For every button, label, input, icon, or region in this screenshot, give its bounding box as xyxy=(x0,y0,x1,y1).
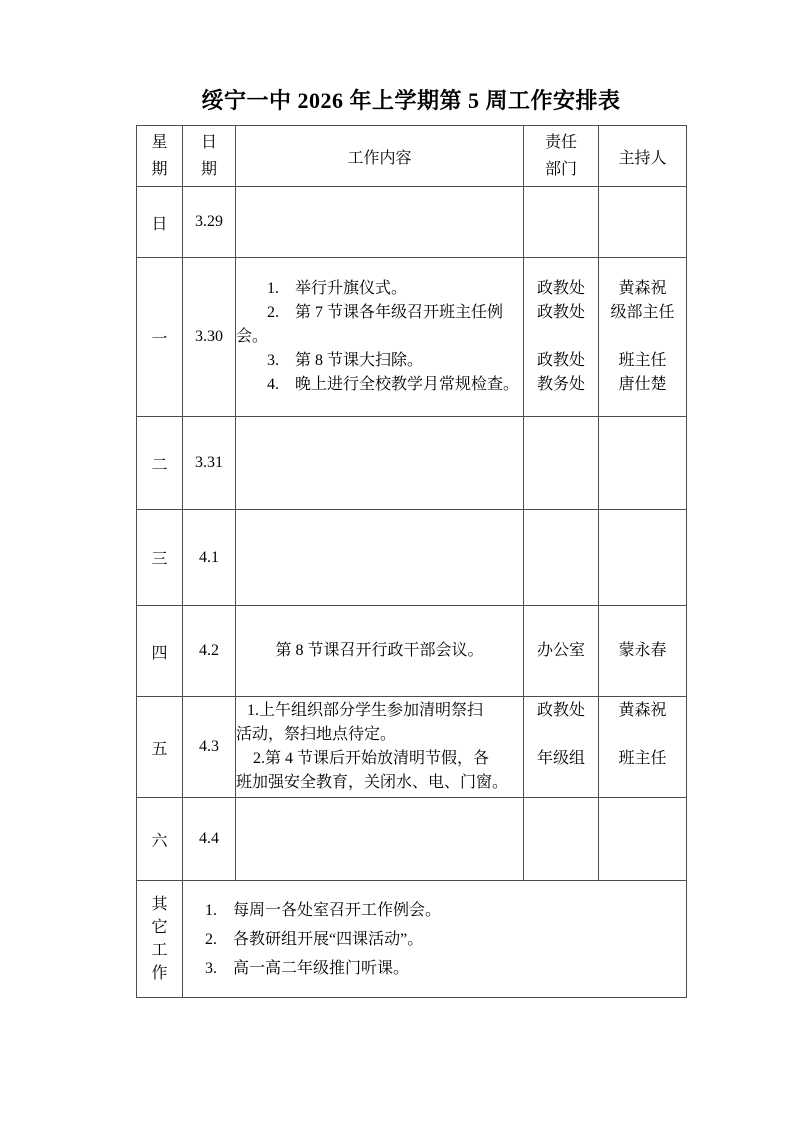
table-row-other-work xyxy=(137,881,687,998)
other-work-item: 1. 每周一各处室召开工作例会。 xyxy=(205,901,442,919)
header-host: 主持人 xyxy=(599,126,687,187)
content-line: 4. 晚上进行全校教学月常规检查。 xyxy=(267,376,520,393)
host-cell xyxy=(599,606,687,697)
header-day xyxy=(137,126,183,187)
day-cell: 四 xyxy=(137,606,183,697)
host-cell xyxy=(599,798,687,881)
day-cell: 一 xyxy=(137,258,183,417)
content-cell xyxy=(236,510,524,606)
content-cell xyxy=(236,697,524,798)
content-cell xyxy=(236,187,524,258)
date-cell: 4.3 xyxy=(183,697,236,798)
schedule-table xyxy=(136,125,687,998)
department-line: 办公室 xyxy=(536,642,585,659)
table-row-friday xyxy=(137,697,687,798)
department-cell xyxy=(524,258,599,417)
department-cell xyxy=(524,697,599,798)
other-work-item: 2. 各教研组开展“四课活动”。 xyxy=(205,930,424,948)
header-date-label: 日期 xyxy=(200,134,217,178)
host-cell xyxy=(599,417,687,510)
department-cell xyxy=(524,417,599,510)
content-line: 1. 举行升旗仪式。 xyxy=(267,280,408,297)
department-cell xyxy=(524,606,599,697)
day-cell: 六 xyxy=(137,798,183,881)
header-department-label: 责任部门 xyxy=(544,134,577,178)
table-row-sunday xyxy=(137,187,687,258)
host-line xyxy=(599,771,686,795)
date-cell: 4.4 xyxy=(183,798,236,881)
content-cell xyxy=(236,606,524,697)
department-line: 政教处 xyxy=(536,304,585,321)
header-day-label: 星期 xyxy=(151,134,168,178)
department-line xyxy=(524,771,598,795)
content-line: 第 8 节课召开行政干部会议。 xyxy=(275,642,484,659)
department-cell xyxy=(524,187,599,258)
other-work-item: 3. 高一高二年级推门听课。 xyxy=(205,959,410,977)
department-line: 政教处 xyxy=(536,702,585,719)
host-line: 黄森祝 xyxy=(618,280,667,297)
day-cell: 三 xyxy=(137,510,183,606)
department-line: 年级组 xyxy=(536,750,585,767)
content-line: 2. 第 7 节课各年级召开班主任例 xyxy=(267,304,504,321)
header-row xyxy=(137,126,687,187)
host-cell xyxy=(599,510,687,606)
date-cell: 3.29 xyxy=(183,187,236,258)
content-cell xyxy=(236,798,524,881)
header-content: 工作内容 xyxy=(236,126,524,187)
content-line: 会。 xyxy=(236,328,269,345)
department-cell xyxy=(524,798,599,881)
department-line: 教务处 xyxy=(536,376,585,393)
other-work-content-cell xyxy=(183,881,687,998)
content-cell xyxy=(236,258,524,417)
host-cell xyxy=(599,187,687,258)
date-cell: 4.2 xyxy=(183,606,236,697)
content-line: 1.上午组织部分学生参加清明祭扫 xyxy=(247,702,484,719)
host-line: 级部主任 xyxy=(610,304,675,321)
table-row-saturday xyxy=(137,798,687,881)
date-cell: 3.31 xyxy=(183,417,236,510)
page-title: 绥宁一中 2026 年上学期第 5 周工作安排表 xyxy=(201,88,621,113)
host-cell xyxy=(599,258,687,417)
other-work-label: 其它工作 xyxy=(151,896,168,982)
host-cell xyxy=(599,697,687,798)
content-line: 3. 第 8 节课大扫除。 xyxy=(267,352,424,369)
table-row-tuesday xyxy=(137,417,687,510)
host-line xyxy=(599,723,686,747)
content-line: 活动，祭扫地点待定。 xyxy=(236,726,397,743)
host-line: 唐仕楚 xyxy=(618,376,667,393)
department-line: 政教处 xyxy=(536,280,585,297)
header-department xyxy=(524,126,599,187)
date-cell: 4.1 xyxy=(183,510,236,606)
day-cell: 日 xyxy=(137,187,183,258)
content-line: 班加强安全教育，关闭水、电、门窗。 xyxy=(236,774,509,791)
host-line: 黄森祝 xyxy=(618,702,667,719)
department-line xyxy=(524,723,598,747)
content-cell xyxy=(236,417,524,510)
day-cell: 五 xyxy=(137,697,183,798)
host-line: 班主任 xyxy=(618,750,667,767)
date-cell: 3.30 xyxy=(183,258,236,417)
other-work-label-cell xyxy=(137,881,183,998)
day-cell: 二 xyxy=(137,417,183,510)
table-row-wednesday xyxy=(137,510,687,606)
department-line xyxy=(524,325,598,349)
department-line: 政教处 xyxy=(536,352,585,369)
host-line: 班主任 xyxy=(618,352,667,369)
content-line: 2.第 4 节课后开始放清明节假，各 xyxy=(253,750,490,767)
table-row-monday xyxy=(137,258,687,417)
table-row-thursday xyxy=(137,606,687,697)
host-line: 蒙永春 xyxy=(618,642,667,659)
header-date xyxy=(183,126,236,187)
department-cell xyxy=(524,510,599,606)
host-line xyxy=(599,325,686,349)
